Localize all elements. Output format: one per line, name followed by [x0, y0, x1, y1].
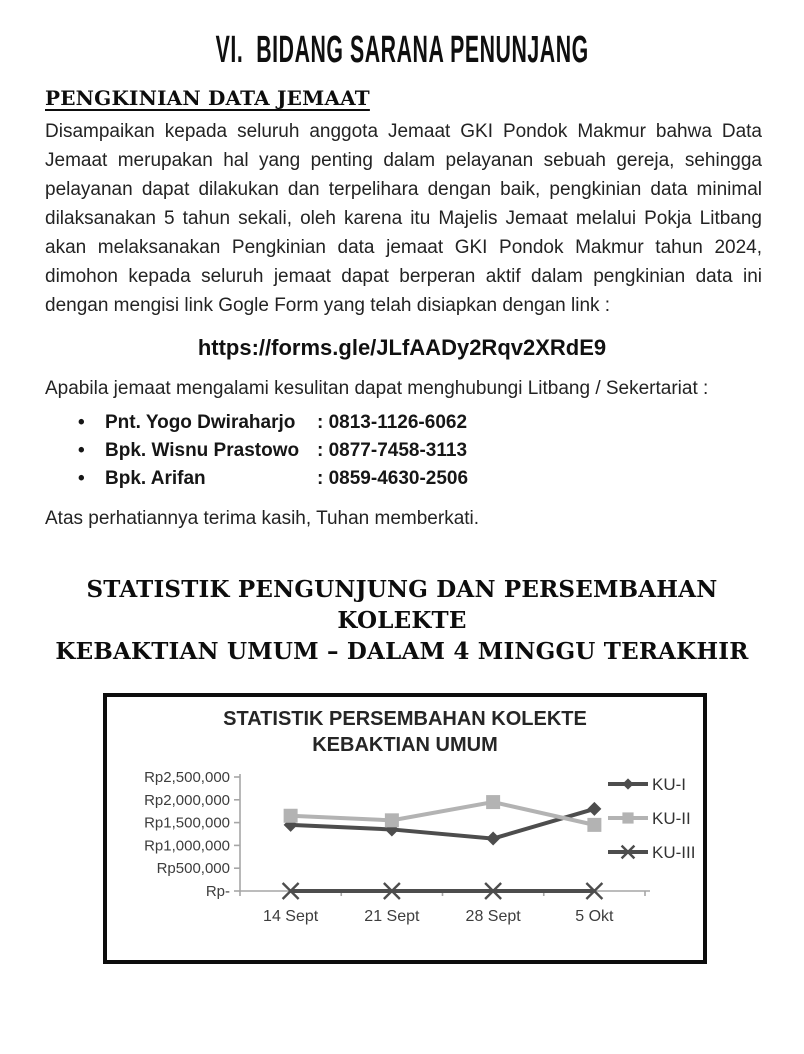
chart-title-line1: STATISTIK PERSEMBAHAN KOLEKTE — [223, 707, 587, 730]
contact-phone: : 0813-1126-6062 — [317, 411, 468, 433]
chart-frame — [103, 693, 707, 964]
chart-title-line2: KEBAKTIAN UMUM — [312, 733, 498, 756]
statistics-heading — [30, 574, 774, 667]
y-tick-label: Rp2,000,000 — [144, 791, 230, 809]
contact-phone: : 0859-4630-2506 — [317, 467, 469, 489]
page-title — [0, 30, 804, 72]
marker-square-icon — [385, 813, 399, 827]
legend-label: KU-I — [652, 774, 686, 794]
contact-item — [78, 409, 804, 437]
marker-diamond-icon — [622, 778, 633, 789]
legend-item-KU-II — [608, 809, 691, 828]
y-tick-label: Rp1,500,000 — [144, 814, 230, 832]
contact-name: Bpk. Wisnu Prastowo — [105, 439, 300, 461]
contact-list — [78, 409, 804, 493]
marker-square-icon — [284, 809, 298, 823]
legend-item-KU-I — [608, 775, 686, 794]
google-form-link[interactable]: https://forms.gle/JLfAADy2Rqv2XRdE9 — [197, 334, 607, 360]
contact-item — [78, 465, 804, 493]
marker-diamond-icon — [587, 802, 601, 816]
article-body: Disampaikan kepada seluruh anggota Jemaat GKI Pondok Makmur bahwa Data Jemaat merupakan hal yang penting dalam pelayanan sebuah gereja, sehingga pelayanan dapat dilakukan dan terpelihara dengan baik, pengkinian data minimal dilaksanakan 5 tahun sekali, oleh karena itu Majelis Jemaat melalui Pokja Litbang akan melaksanakan Pengkinian data jemaat GKI Pondok Makmur tahun 2024, dimohon kepada seluruh jemaat dapat berperan aktif dalam pengkinian data ini dengan mengisi link Gogle Form yang telah disiapkan dengan link : — [45, 120, 762, 316]
document-page — [0, 30, 804, 1054]
form-link-row — [0, 335, 804, 361]
marker-square-icon — [622, 812, 633, 823]
y-tick-label: Rp1,000,000 — [144, 837, 230, 855]
legend-label: KU-III — [652, 842, 696, 862]
contact-name: Bpk. Arifan — [105, 467, 206, 489]
x-tick-label: 21 Sept — [364, 907, 420, 925]
y-tick-label: Rp500,000 — [156, 859, 230, 877]
closing-text: Atas perhatiannya terima kasih, Tuhan memberkati. — [45, 507, 480, 529]
contact-item — [78, 437, 804, 465]
bullet-icon: • — [78, 439, 85, 461]
legend-label: KU-II — [652, 808, 691, 828]
marker-square-icon — [486, 795, 500, 809]
line-chart-canvas — [107, 764, 703, 962]
statistics-heading-line1: STATISTIK PENGUNJUNG DAN PERSEMBAHAN KOLEKTE — [86, 575, 718, 634]
article-heading: PENGKINIAN DATA JEMAAT — [45, 85, 370, 110]
marker-square-icon — [587, 818, 601, 832]
statistics-heading-line2: KEBAKTIAN UMUM – DALAM 4 MINGGU TERAKHIR — [55, 637, 749, 665]
contact-name: Pnt. Yogo Dwiraharjo — [105, 411, 296, 433]
page-title-text: VI. BIDANG SARANA PENUNJANG — [215, 29, 589, 71]
x-tick-label: 28 Sept — [465, 907, 521, 925]
x-tick-label: 5 Okt — [575, 907, 614, 925]
y-tick-label: Rp2,500,000 — [144, 768, 230, 786]
x-tick-label: 14 Sept — [263, 907, 319, 925]
marker-diamond-icon — [486, 831, 500, 845]
contact-intro: Apabila jemaat mengalami kesulitan dapat menghubungi Litbang / Sekertariat : — [45, 377, 709, 399]
chart-title — [107, 706, 703, 758]
bullet-icon: • — [78, 467, 85, 489]
bullet-icon: • — [78, 411, 85, 433]
contact-phone: : 0877-7458-3113 — [317, 439, 468, 461]
legend-item-KU-III — [608, 843, 695, 862]
y-tick-label: Rp- — [205, 882, 230, 900]
